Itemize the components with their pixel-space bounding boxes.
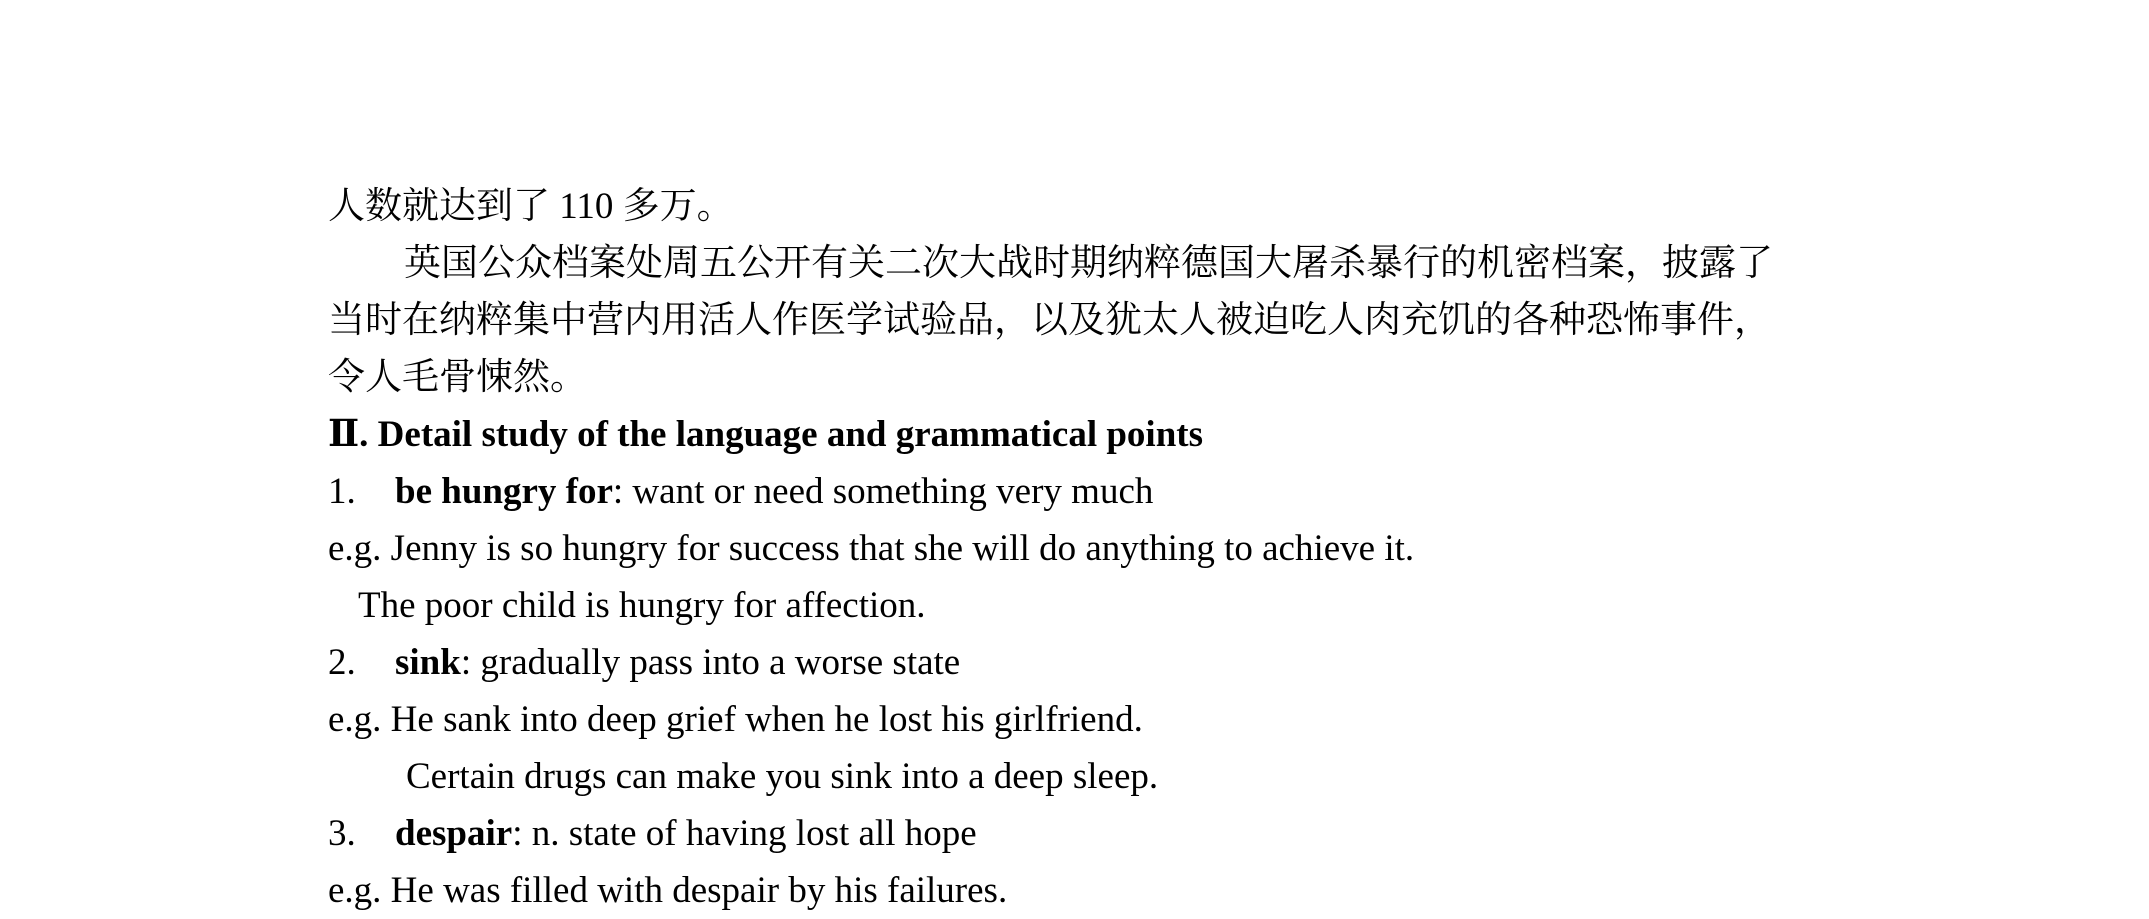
paragraph-line: 英国公众档案处周五公开有关二次大战时期纳粹德国大屠杀暴行的机密档案，披露了 xyxy=(404,243,1773,284)
item-term: despair xyxy=(395,813,513,854)
example-sentence: e.g. Jenny is so hungry for success that she will do anything to achieve it. xyxy=(328,528,1415,569)
item-definition: : n. state of having lost all hope xyxy=(512,813,977,854)
example-sentence: e.g. He sank into deep grief when he lost his girlfriend. xyxy=(328,699,1143,740)
paragraph-line: 当时在纳粹集中营内用活人作医学试验品，以及犹太人被迫吃人肉充饥的各种恐怖事件， xyxy=(328,300,1771,341)
paragraph-line: 人数就达到了 110 多万。 xyxy=(328,186,734,227)
item-definition: : gradually pass into a worse state xyxy=(460,642,961,683)
section-heading xyxy=(328,406,1848,463)
item-number: 1. xyxy=(328,471,356,512)
item-number: 3. xyxy=(328,813,356,854)
vocab-item xyxy=(328,463,1848,520)
item-number: 2. xyxy=(328,642,356,683)
example-sentence: e.g. He was filled with despair by his failures. xyxy=(328,870,1008,911)
section-heading-text: Ⅱ. Detail study of the language and grammatical points xyxy=(328,414,1204,455)
item-definition: : want or need something very much xyxy=(612,471,1154,512)
example-sentence: Certain drugs can make you sink into a deep sleep. xyxy=(406,756,1159,797)
paragraph-line: 令人毛骨悚然。 xyxy=(328,357,587,398)
item-term: sink xyxy=(395,642,461,683)
example-sentence: The poor child is hungry for affection. xyxy=(358,585,926,626)
item-term: be hungry for xyxy=(395,471,613,512)
vocab-item xyxy=(328,805,1848,862)
document-body xyxy=(328,178,1848,919)
vocab-item xyxy=(328,634,1848,691)
